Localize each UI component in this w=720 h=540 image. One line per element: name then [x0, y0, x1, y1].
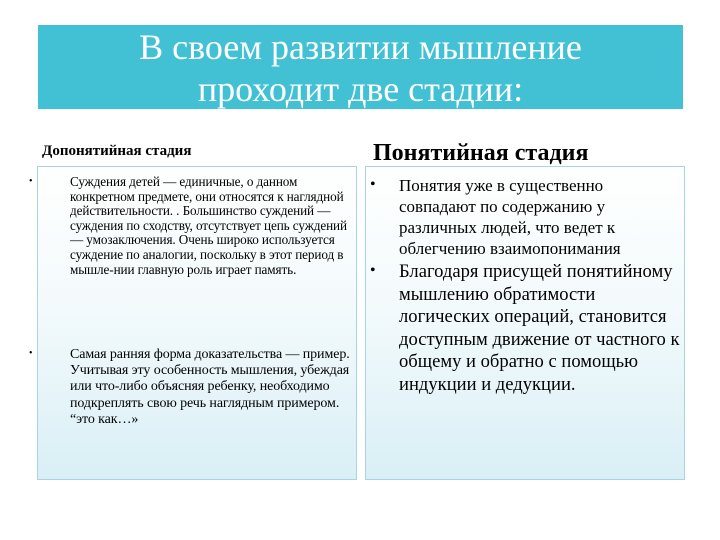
bullet-icon: • — [29, 348, 33, 359]
right-column-panel — [365, 166, 685, 480]
list-item — [29, 174, 356, 277]
slide-title-line-2: проходит две стадии: — [197, 69, 524, 109]
bullet-icon: • — [29, 176, 33, 187]
list-item — [29, 347, 356, 428]
slide-title-line-1: В своем развитии мышление — [139, 27, 582, 67]
list-item-text: Суждения детей — единичные, о данном конкретном предмете, они относятся к наглядной действительности. . Большинство суждений — суждения по сходству, отсутствует цепь суждений — умозаключения. Очень широко используется суждение по аналогии, поскольку в этот период в мышле-нии главную роль играет память. — [70, 174, 347, 277]
list-item-text: Благодаря присущей понятийному мышлению обратимости логических операций, становится доступным движение от частного к общему и обратно с помощью индукции и дедукции. — [399, 261, 680, 395]
bullet-icon: • — [370, 176, 376, 193]
left-column-panel — [29, 166, 357, 480]
list-item — [366, 175, 684, 259]
right-column-heading: Понятийная стадия — [373, 140, 589, 166]
list-item — [366, 261, 684, 397]
list-item-text: Понятия уже в существенно совпадают по содержанию у различных людей, что ведет к облегчению взаимопонимания — [399, 176, 621, 258]
list-item-text: Самая ранняя форма доказательства — пример. Учитывая эту особенность мышления, убеждая или что-либо объясняя ребенку, необходимо подкреплять свою речь наглядным примером. “это как…» — [70, 347, 350, 427]
slide-title — [38, 25, 683, 109]
bullet-icon: • — [370, 262, 376, 279]
left-column-heading: Допонятийная стадия — [42, 143, 192, 159]
